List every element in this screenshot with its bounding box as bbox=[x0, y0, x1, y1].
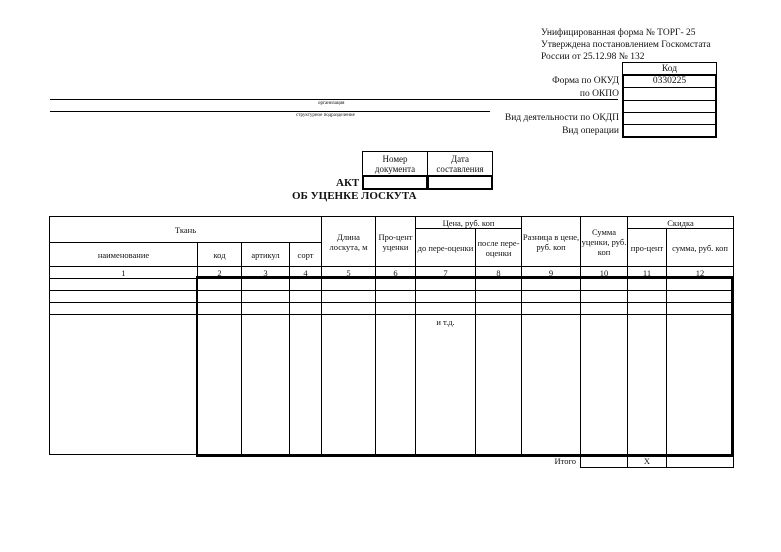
organization-caption: организация bbox=[318, 101, 345, 106]
col-num: 6 bbox=[376, 267, 416, 279]
table-row[interactable] bbox=[50, 303, 734, 315]
col-num: 11 bbox=[628, 267, 667, 279]
th-percent: Про-цент уценки bbox=[376, 217, 416, 267]
doc-date-header: Дата составления bbox=[427, 151, 493, 176]
table-row[interactable] bbox=[50, 279, 734, 291]
form-title-line1: Унифицированная форма № ТОРГ- 25 bbox=[541, 28, 696, 38]
th-grade: сорт bbox=[290, 243, 322, 267]
total-sum-markdown[interactable] bbox=[581, 455, 628, 468]
col-num: 12 bbox=[667, 267, 734, 279]
etc-text: и т.д. bbox=[416, 315, 476, 455]
kod-header: Код bbox=[622, 62, 717, 75]
okud-label: Форма по ОКУД bbox=[552, 76, 619, 86]
operation-label: Вид операции bbox=[562, 126, 619, 136]
th-discount: Скидка bbox=[628, 217, 734, 229]
doc-number-header: Номер документа bbox=[362, 151, 428, 176]
total-row bbox=[50, 455, 734, 468]
th-disc-sum: сумма, руб. коп bbox=[667, 229, 734, 267]
table-row[interactable] bbox=[50, 315, 734, 455]
okdp-label: Вид деятельности по ОКДП bbox=[504, 113, 619, 123]
th-code: код bbox=[198, 243, 242, 267]
act-subtitle: ОБ УЦЕНКЕ ЛОСКУТА bbox=[292, 190, 417, 202]
total-disc-sum[interactable] bbox=[667, 455, 734, 468]
th-disc-percent: про-цент bbox=[628, 229, 667, 267]
th-fabric: Ткань bbox=[50, 217, 322, 243]
form-title-line2: Утверждена постановлением Госкомстата bbox=[541, 40, 711, 50]
th-after: после пере-оценки bbox=[476, 229, 522, 267]
total-label: Итого bbox=[50, 455, 581, 468]
col-num: 1 bbox=[50, 267, 198, 279]
organization-line bbox=[50, 99, 618, 100]
th-sum-markdown: Сумма уценки, руб. коп bbox=[581, 217, 628, 267]
th-name: наименование bbox=[50, 243, 198, 267]
doc-number-field[interactable] bbox=[362, 175, 428, 190]
th-diff: Разница в цене, руб. коп bbox=[522, 217, 581, 267]
th-before: до пере-оценки bbox=[416, 229, 476, 267]
col-num: 5 bbox=[322, 267, 376, 279]
col-num: 7 bbox=[416, 267, 476, 279]
col-num: 10 bbox=[581, 267, 628, 279]
doc-date-field[interactable] bbox=[427, 175, 493, 190]
act-title: АКТ bbox=[336, 177, 360, 189]
th-length: Длина лоскута, м bbox=[322, 217, 376, 267]
col-num: 4 bbox=[290, 267, 322, 279]
column-numbers-row bbox=[50, 267, 734, 279]
col-num: 2 bbox=[198, 267, 242, 279]
th-price: Цена, руб. коп bbox=[416, 217, 522, 229]
okpo-label: по ОКПО bbox=[579, 89, 619, 99]
subdivision-line bbox=[50, 111, 490, 112]
table-row[interactable] bbox=[50, 291, 734, 303]
col-num: 8 bbox=[476, 267, 522, 279]
markdown-table bbox=[49, 216, 734, 468]
form-title-line3: России от 25.12.98 № 132 bbox=[541, 52, 645, 62]
okud-value: 0330225 bbox=[652, 75, 687, 86]
col-num: 3 bbox=[242, 267, 290, 279]
th-article: артикул bbox=[242, 243, 290, 267]
subdivision-caption: структурное подразделение bbox=[296, 113, 355, 118]
total-x-mark: Х bbox=[628, 455, 667, 468]
col-num: 9 bbox=[522, 267, 581, 279]
